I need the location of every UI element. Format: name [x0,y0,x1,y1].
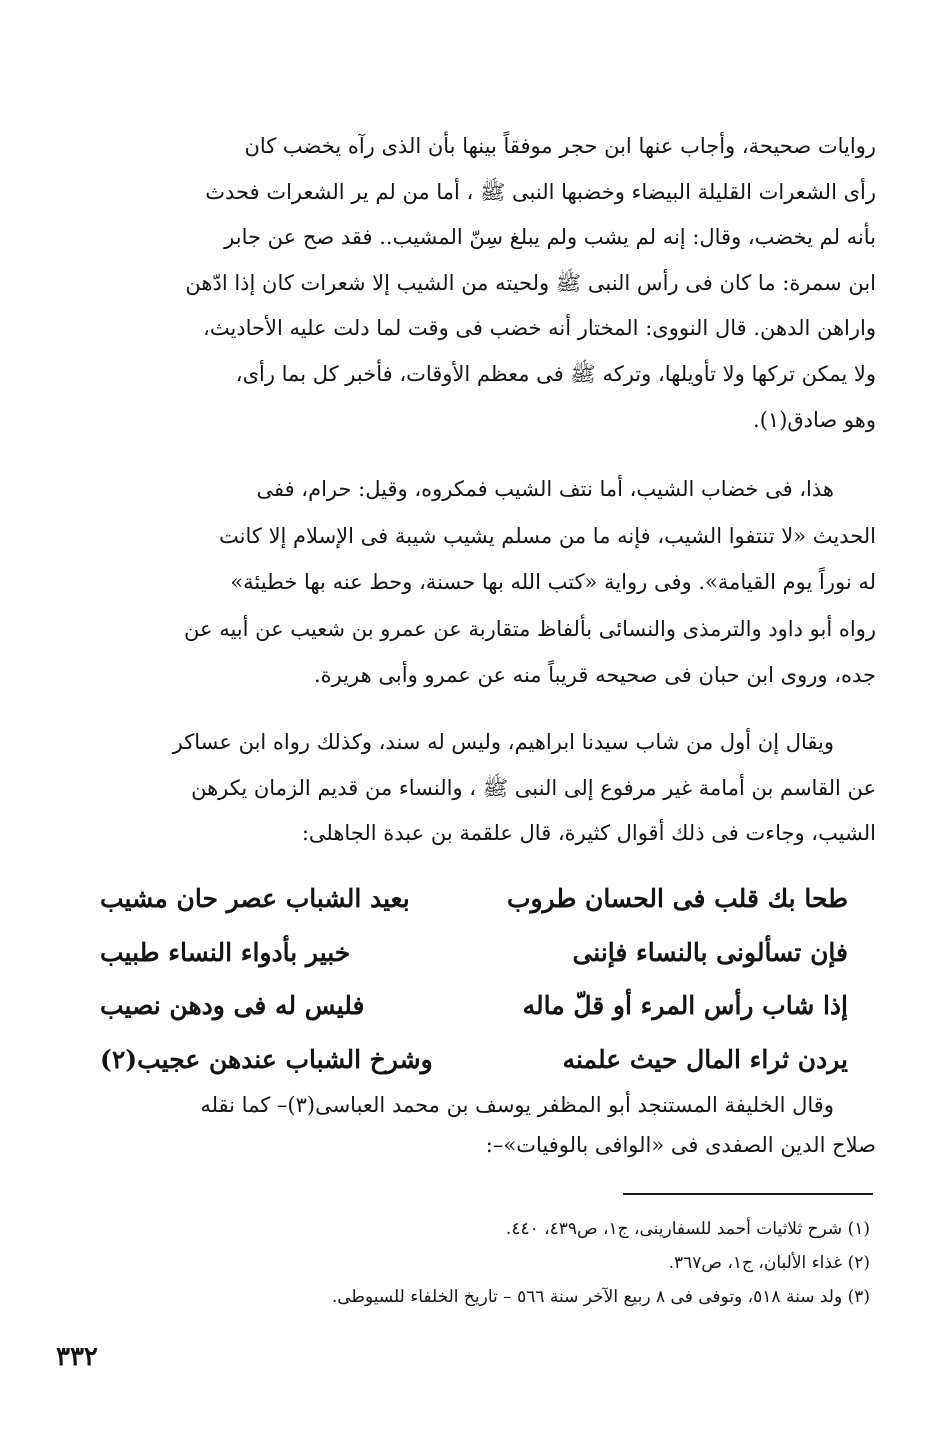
footnote: (١) شرح ثلاثيات أحمد للسفارينى، ج١، ص٤٣٩، ٤٤٠. [505,1219,870,1239]
verse-second-hemistich: فليس له فى ودهن نصيب [100,991,365,1021]
verse-second-hemistich: خبير بأدواء النساء طبيب [100,937,351,967]
text-line: الشيب، وجاءت فى ذلك أقوال كثيرة، قال علقمة بن عبدة الجاهلى: [301,821,876,845]
footnote-divider [623,1193,873,1195]
footnote: (٢) غذاء الألبان، ج١، ص٣٦٧. [668,1253,870,1273]
text-line: روايات صحيحة، وأجاب عنها ابن حجر موفقاً بينها بأن الذى رآه يخضب كان [244,134,876,158]
text-line: عن القاسم بن أمامة غير مرفوع إلى النبى ﷺ ، والنساء من قديم الزمان يكرهن [191,775,876,800]
text-line: وهو صادق(١). [753,407,876,432]
footnotes [130,1212,870,1314]
text-line: واراهن الدهن. قال النووى: المختار أنه خضب فى وقت لما دلت عليه الأحاديث، [203,316,876,341]
text-line: هذا، فى خضاب الشيب، أما نتف الشيب فمكروه، وقيل: حرام، ففى [256,477,834,501]
page-number: ٣٣٢ [56,1342,98,1372]
verse-second-hemistich: بعيد الشباب عصر حان مشيب [100,884,410,914]
footnote: (٣) ولد سنة ٥١٨، وتوفى فى ٨ ربيع الآخر سنة ٥٦٦ – تاريخ الخلفاء للسيوطى. [331,1287,870,1307]
poem-verse [44,1033,876,1087]
text-line: ابن سمرة: ما كان فى رأس النبى ﷺ ولحيته من الشيب إلا شعرات كان إذا ادّهن [185,270,876,295]
verse-first-hemistich: إذا شاب رأس المرء أو قلّ ماله [522,991,848,1021]
text-line: بأنه لم يخضب، وقال: إنه لم يشب ولم يبلغ سِنّ المشيب.. فقد صح عن جابر [224,225,876,250]
poem-verse [44,979,876,1033]
text-line: ولا يمكن تركها ولا تأويلها، وتركه ﷺ فى معظم الأوقات، فأخبر كل بما رأى، [235,361,876,386]
verse-first-hemistich: يردن ثراء المال حيث علمنه [562,1044,848,1074]
paragraph-3 [44,720,876,857]
text-line: ويقال إن أول من شاب سيدنا ابراهيم، وليس له سند، وكذلك رواه ابن عساكر [172,730,834,754]
text-line: له نوراً يوم القيامة». وفى رواية «كتب الله بها حسنة، وحط عنه بها خطيئة» [230,570,876,594]
text-line: جده، وروى ابن حبان فى صحيحه قريباً منه عن عمرو وأبى هريرة. [313,663,876,687]
text-line: رأى الشعرات القليلة البيضاء وخضبها النبى ﷺ ، أما من لم ير الشعرات فحدث [205,179,876,204]
verse-second-hemistich: وشرخ الشباب عندهن عجيب(٢) [100,1044,433,1074]
verse-first-hemistich: طحا بك قلب فى الحسان طروب [506,884,848,914]
verse-first-hemistich: فإن تسألونى بالنساء فإننى [572,937,848,967]
text-line: وقال الخليفة المستنجد أبو المظفر يوسف بن محمد العباسى(٣)– كما نقله [200,1093,834,1117]
text-line: رواه أبو داود والترمذى والنسائى بألفاظ متقاربة عن عمرو بن شعيب عن أبيه عن [184,616,876,641]
poem-verse [44,926,876,980]
poem-verse [44,872,876,926]
paragraph-2 [44,466,876,699]
closing-paragraph [44,1085,876,1165]
text-line: الحديث «لا تنتفوا الشيب، فإنه ما من مسلم يشيب شيبة فى الإسلام إلا كانت [219,523,876,548]
poem [44,872,876,1086]
text-line: صلاح الدين الصفدى فى «الوافى بالوفيات»–: [485,1133,876,1157]
paragraph-1 [44,124,876,443]
